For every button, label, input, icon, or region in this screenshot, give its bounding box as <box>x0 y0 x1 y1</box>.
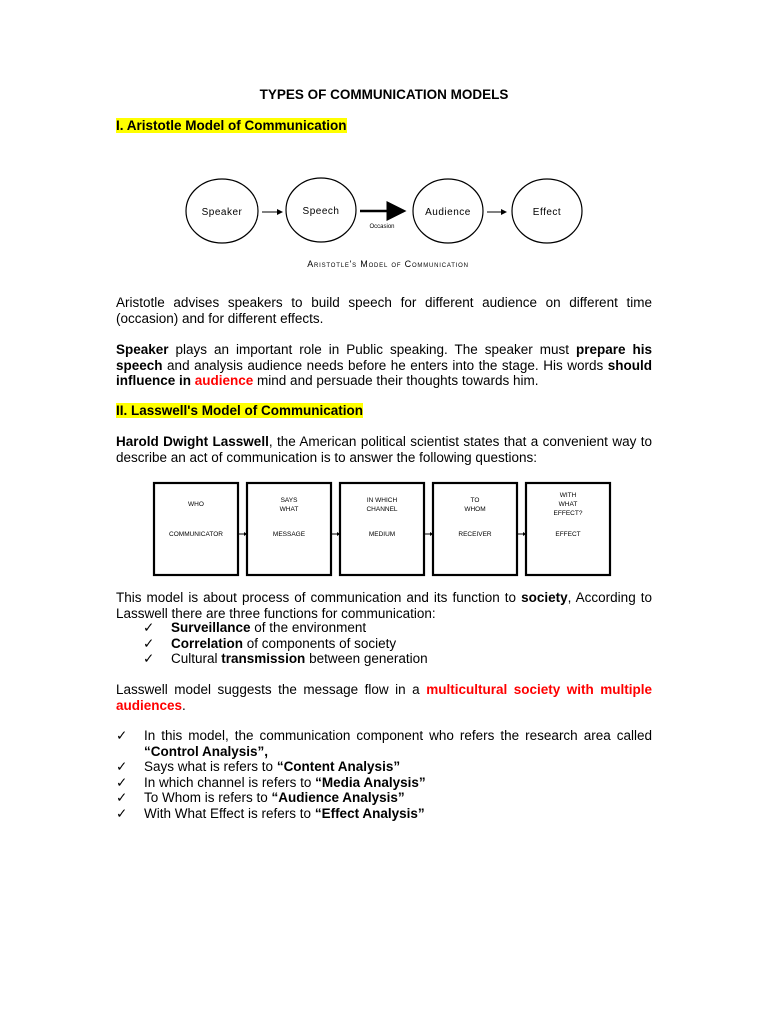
box-role-text: EFFECT <box>555 531 581 538</box>
lasswell-arrow-icon <box>332 532 340 536</box>
list-item <box>116 790 652 806</box>
para2-text-b: and analysis audience needs before he enters into the stage. His words <box>162 357 608 373</box>
box-role-text: MEDIUM <box>368 531 396 538</box>
box-question-text: WHOM <box>464 506 486 513</box>
checkmark-icon: ✓ <box>116 805 128 821</box>
box-question-text: WHO <box>188 501 204 508</box>
checkmark-icon: ✓ <box>116 790 128 805</box>
lasswell-box <box>526 483 610 575</box>
functions-intro <box>116 590 652 621</box>
analysis-text: Says what is refers to <box>144 759 277 774</box>
should-influence-term: should influence in <box>116 357 652 388</box>
list-item <box>116 759 652 775</box>
analysis-text: In this model, the communication component who refers the research area called <box>144 728 652 743</box>
aristotle-diagram <box>160 155 608 285</box>
node-effect <box>512 179 582 243</box>
analysis-term: “Content Analysis” <box>276 759 401 774</box>
functions-intro-a: This model is about process of communication and its function to <box>116 590 522 605</box>
page-title: TYPES OF COMMUNICATION MODELS <box>259 87 509 102</box>
flow-text-b: . <box>182 697 186 713</box>
box-question-text: WITH <box>559 492 577 499</box>
node-effect-label: Effect <box>532 207 562 218</box>
prepare-speech-term: prepare his speech <box>116 342 652 373</box>
analysis-list <box>116 728 652 821</box>
analysis-text: To Whom is refers to <box>144 790 272 805</box>
lasswell-box <box>154 483 238 575</box>
speaker-term: Speaker <box>116 342 169 357</box>
flow-text-a: Lasswell model suggests the message flow in a <box>116 682 427 697</box>
checkmark-icon: ✓ <box>143 620 155 635</box>
box-question-text: SAYS <box>280 497 298 504</box>
para2-text-c: mind and persuade their thoughts towards him. <box>253 373 539 388</box>
para2-text-a: plays an important role in Public speaking. The speaker must <box>168 342 576 357</box>
lasswell-intro-rest: , the American political scientist states that a convenient way to describe an act of communication is to answer the following questions: <box>116 434 652 465</box>
node-speech <box>286 178 356 242</box>
node-speaker-label: Speaker <box>201 207 243 218</box>
box-question-text: WHAT <box>558 501 578 508</box>
box-question-text: CHANNEL <box>366 506 398 513</box>
node-speech-label: Speech <box>302 206 340 217</box>
box-question-text: EFFECT? <box>553 510 583 517</box>
function-text: between generation <box>305 651 428 666</box>
lasswell-arrow-icon <box>425 532 433 536</box>
analysis-term: “Control Analysis”, <box>144 743 269 759</box>
flow-paragraph <box>116 682 652 713</box>
checkmark-icon: ✓ <box>143 651 155 666</box>
list-item <box>143 636 643 652</box>
box-frame <box>154 483 238 575</box>
occasion-label: Occasion <box>369 224 395 230</box>
function-pre: Cultural <box>171 651 222 666</box>
function-term: Surveillance <box>171 620 251 635</box>
checkmark-icon: ✓ <box>116 774 128 790</box>
aristotle-paragraph-2 <box>116 342 652 389</box>
node-audience <box>413 179 483 243</box>
node-audience-label: Audience <box>425 207 471 218</box>
section-heading-lasswell-text: II. Lasswell's Model of Communication <box>116 403 363 418</box>
box-role-text: COMMUNICATOR <box>169 531 223 538</box>
analysis-text: In which channel is refers to <box>144 774 316 790</box>
lasswell-intro <box>116 434 652 465</box>
lasswell-box <box>433 483 517 575</box>
node-speaker <box>186 179 258 243</box>
list-item <box>116 775 652 791</box>
section-heading-aristotle <box>116 118 347 134</box>
list-item <box>143 620 643 636</box>
box-question-text: WHAT <box>279 506 299 513</box>
function-text: of the environment <box>250 620 367 635</box>
lasswell-box <box>247 483 331 575</box>
box-question-text: TO <box>470 497 480 504</box>
list-item <box>116 728 652 759</box>
functions-intro-b: , According to Lasswell there are three functions for communication: <box>116 590 652 621</box>
function-term: Correlation <box>171 635 244 651</box>
analysis-term: “Effect Analysis” <box>314 805 425 821</box>
section-heading-aristotle-text: I. Aristotle Model of Communication <box>116 118 347 133</box>
section-heading-lasswell <box>116 403 363 419</box>
checkmark-icon: ✓ <box>143 635 155 651</box>
box-role-text: RECEIVER <box>458 531 492 538</box>
audience-term: audience <box>194 373 254 388</box>
checkmark-icon: ✓ <box>116 759 128 774</box>
functions-list <box>143 620 643 667</box>
lasswell-diagram <box>152 480 612 580</box>
function-term: transmission <box>221 651 306 666</box>
lasswell-arrow-icon <box>239 532 247 536</box>
lasswell-name: Harold Dwight Lasswell <box>116 434 269 449</box>
analysis-term: “Media Analysis” <box>315 774 426 790</box>
analysis-text: With What Effect is refers to <box>144 805 315 821</box>
checkmark-icon: ✓ <box>116 728 128 743</box>
box-question-text: IN WHICH <box>366 497 398 504</box>
multicultural-term: multicultural society with multiple audiences <box>116 682 652 713</box>
list-item <box>116 806 652 822</box>
lasswell-arrow-icon <box>518 532 526 536</box>
lasswell-box <box>340 483 424 575</box>
society-term: society <box>521 590 568 605</box>
list-item <box>143 651 643 667</box>
function-text: of components of society <box>243 635 397 651</box>
aristotle-paragraph-1: Aristotle advises speakers to build speech for different audience on different time (occasion) and for different effects. <box>116 295 652 326</box>
aristotle-caption: Aristotle's Model of Communication <box>307 259 469 269</box>
analysis-term: “Audience Analysis” <box>271 790 405 805</box>
box-role-text: MESSAGE <box>272 531 306 538</box>
